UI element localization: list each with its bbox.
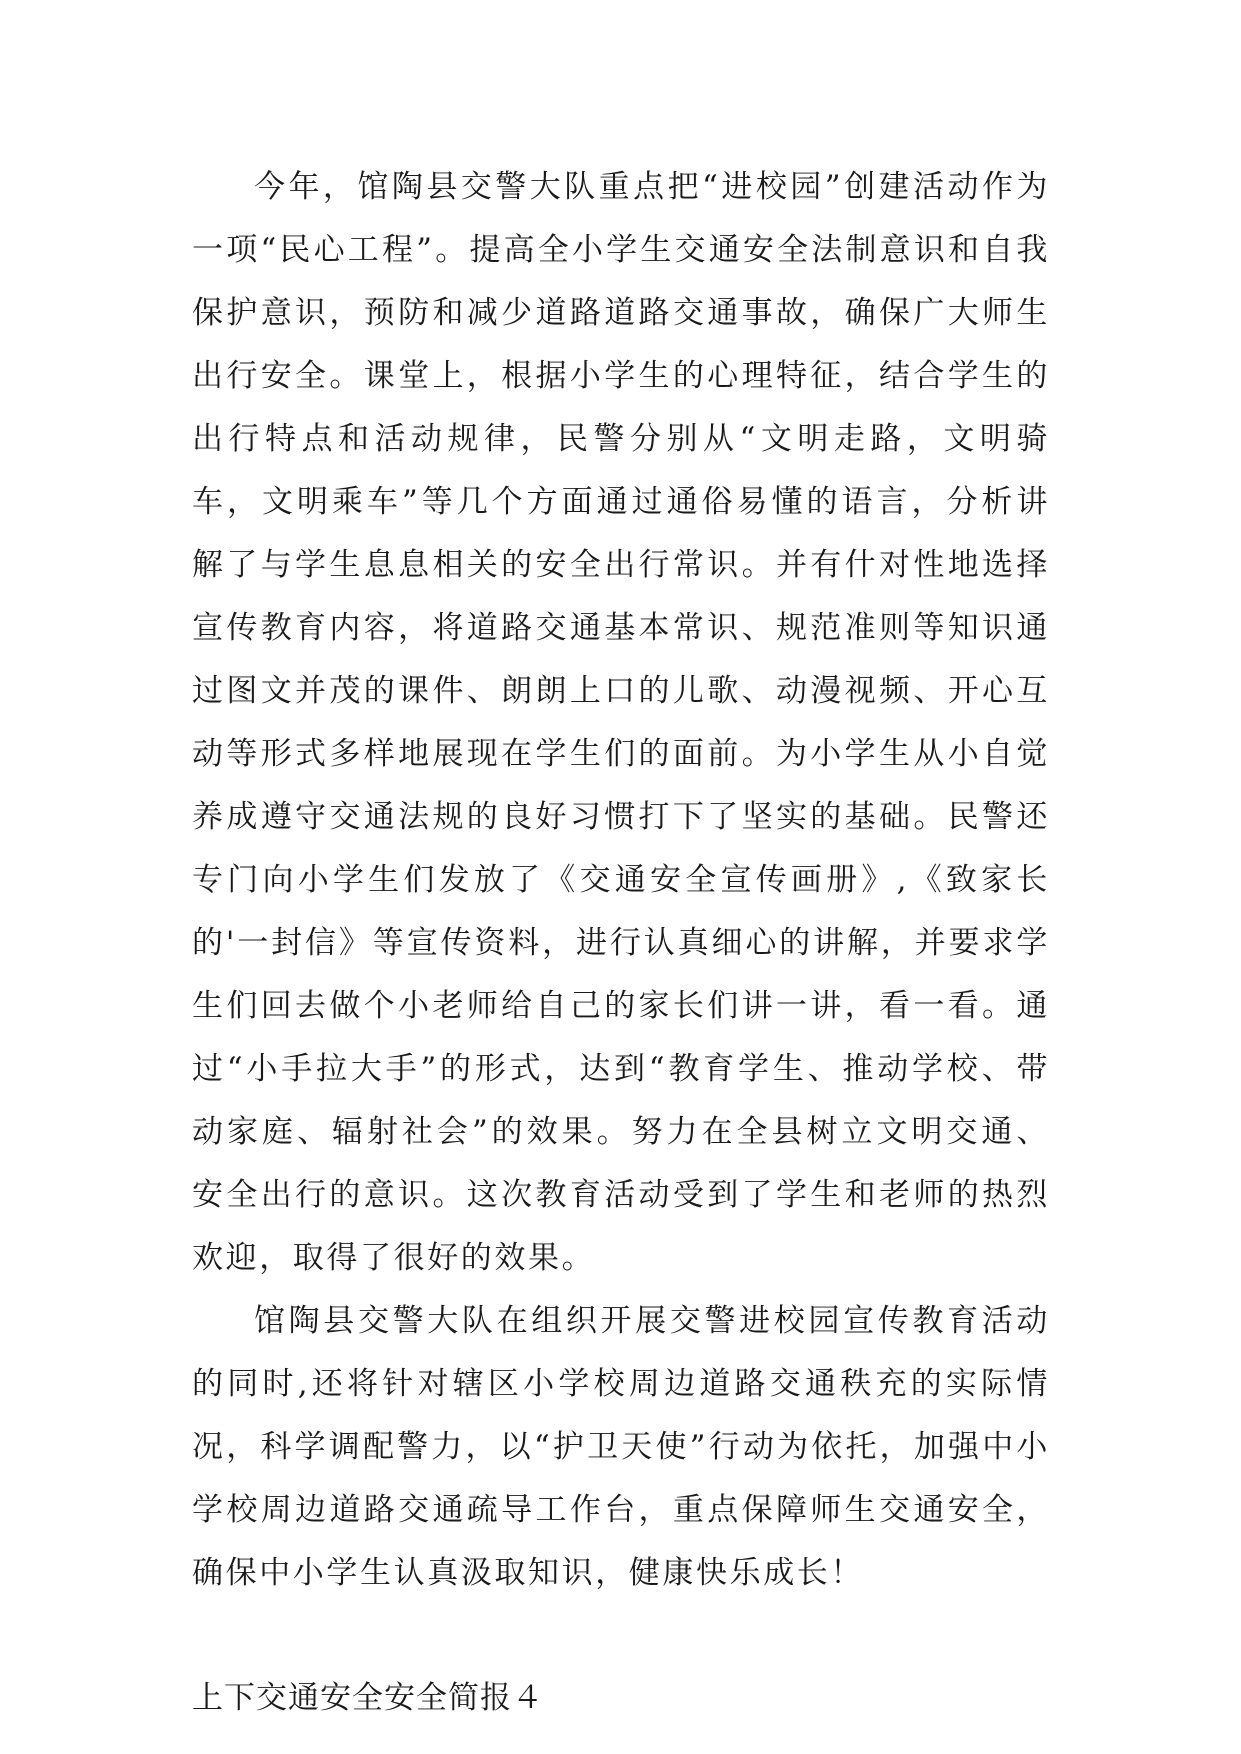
section-heading: 上下交通安全安全简报４ <box>192 1680 544 1716</box>
document-body <box>192 156 1050 1730</box>
paragraph-2: 馆陶县交警大队在组织开展交警进校园宣传教育活动的同时,还将针对辖区小学校周边道路交通秩充的实际情况，科学调配警力，以“护卫天使”行动为依托，加强中小学校周边道路交通疏导工作台，重点保障师生交通安全，确保中小学生认真汲取知识，健康快乐成长！ <box>192 1303 1050 1591</box>
paragraph-1: 今年，馆陶县交警大队重点把“进校园”创建活动作为一项“民心工程”。提高全小学生交通安全法制意识和自我保护意识，预防和减少道路道路交通事故，确保广大师生出行安全。课堂上，根据小学生的心理特征，结合学生的出行特点和活动规律，民警分别从“文明走路，文明骑车，文明乘车”等几个方面通过通俗易懂的语言，分析讲解了与学生息息相关的安全出行常识。并有什对性地选择宣传教育内容，将道路交通基本常识、规范准则等知识通过图文并茂的课件、朗朗上口的儿歌、动漫视频、开心互动等形式多样地展现在学生们的面前。为小学生从小自觉养成遵守交通法规的良好习惯打下了坚实的基础。民警还专门向小学生们发放了《交通安全宣传画册》,《致家长的'一封信》等宣传资料，进行认真细心的讲解，并要求学生们回去做个小老师给自己的家长们讲一讲，看一看。通过“小手拉大手”的形式，达到“教育学生、推动学校、带动家庭、辐射社会”的效果。努力在全县树立文明交通、安全出行的意识。这次教育活动受到了学生和老师的热烈欢迎，取得了很好的效果。 <box>192 169 1050 1276</box>
